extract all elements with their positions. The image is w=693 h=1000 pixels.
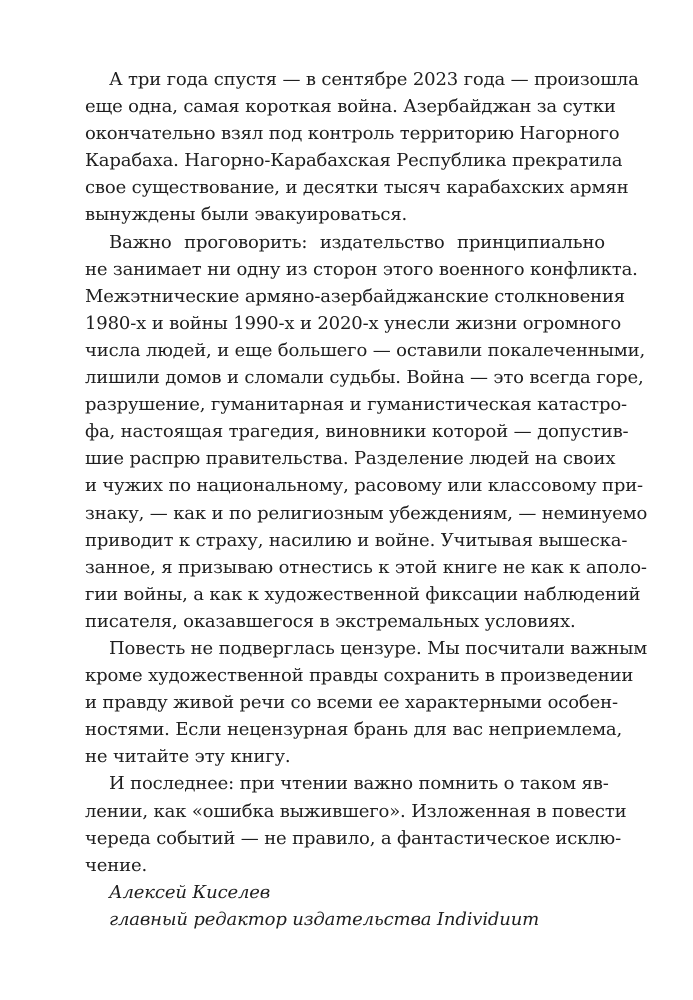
page-body bbox=[85, 66, 648, 933]
text-line: гии войны, а как к художественной фиксации наблюдений bbox=[85, 583, 641, 605]
text-line: лении, как «ошибка выжившего». Изложенная в повести bbox=[85, 800, 627, 822]
text-line: Важно проговорить: издательство принципиально bbox=[109, 231, 605, 253]
text-line: Межэтнические армяно-азербайджанские столкновения bbox=[85, 285, 625, 307]
signature-name: Алексей Киселев bbox=[109, 881, 271, 903]
text-line: занное, я призываю отнестись к этой книге не как к аполо- bbox=[85, 556, 647, 578]
signature-role: главный редактор издательства Individuum bbox=[109, 908, 540, 930]
paragraph-4 bbox=[85, 770, 627, 878]
text-line: 1980-х и войны 1990-х и 2020-х унесли жизни огромного bbox=[85, 312, 622, 334]
text-line: лишили домов и сломали судьбы. Война — это всегда горе, bbox=[85, 367, 644, 389]
signature bbox=[85, 879, 605, 933]
text-line: разрушение, гуманитарная и гуманистическая катастро- bbox=[85, 394, 627, 416]
text-line: писателя, оказавшегося в экстремальных условиях. bbox=[85, 610, 576, 632]
paragraph-3 bbox=[85, 635, 648, 770]
text-line: череда событий — не правило, а фантастическое исклю- bbox=[85, 827, 622, 849]
text-line: знаку, — как и по религиозным убеждениям, — неминуемо bbox=[85, 502, 648, 524]
text-line: Карабаха. Нагорно-Карабахская Республика прекратила bbox=[85, 150, 623, 172]
text-line: не читайте эту книгу. bbox=[85, 746, 291, 768]
text-line: фа, настоящая трагедия, виновники которой — допустив- bbox=[85, 421, 629, 443]
text-line: чение. bbox=[85, 854, 148, 876]
text-line: и правду живой речи со всеми ее характерными особен- bbox=[85, 692, 618, 714]
text-line: окончательно взял под контроль территорию Нагорного bbox=[85, 123, 620, 145]
text-line: кроме художественной правды сохранить в произведении bbox=[85, 665, 634, 687]
text-line: свое существование, и десятки тысяч карабахских армян bbox=[85, 177, 629, 199]
text-line: еще одна, самая короткая война. Азербайджан за сутки bbox=[85, 96, 616, 118]
text-line: шие распрю правительства. Разделение людей на своих bbox=[85, 448, 616, 470]
text-line: ностями. Если нецензурная брань для вас неприемлема, bbox=[85, 719, 623, 741]
text-line: И последнее: при чтении важно помнить о таком яв- bbox=[109, 773, 609, 795]
paragraph-2 bbox=[85, 229, 648, 635]
text-line: вынуждены были эвакуироваться. bbox=[85, 204, 408, 226]
text-line: Повесть не подверглась цензуре. Мы посчитали важным bbox=[109, 637, 648, 659]
text-line: и чужих по национальному, расовому или классовому при- bbox=[85, 475, 643, 497]
text-line: А три года спустя — в сентябре 2023 года — произошла bbox=[109, 69, 639, 90]
text-line: числа людей, и еще большего — оставили покалеченными, bbox=[85, 339, 646, 361]
text-line: приводит к страху, насилию и войне. Учитывая вышеска- bbox=[85, 529, 628, 551]
paragraph-1 bbox=[85, 66, 639, 229]
text-line: не занимает ни одну из сторон этого военного конфликта. bbox=[85, 258, 638, 280]
